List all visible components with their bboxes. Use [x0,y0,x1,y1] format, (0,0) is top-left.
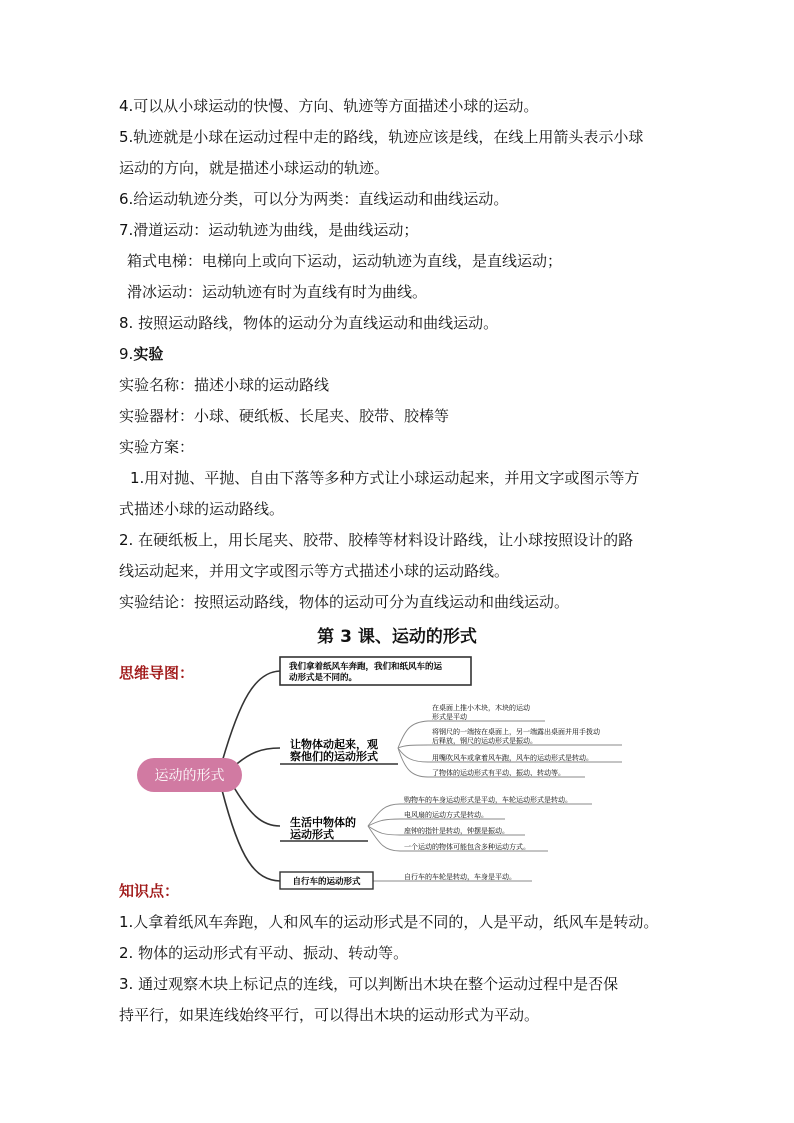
branch-4-text: 自行车的运动形式 [292,877,361,887]
leaf-3d-text: 一个运动的物体可能包含多种运动方式。 [404,843,530,851]
experiment-plan-1-line-1: 1.用对抛、平抛、自由下落等多种方式让小球运动起来，并用文字或图示等方 [130,469,640,487]
leaf-4-text: 自行车的车轮是转动，车身是平动。 [404,873,516,881]
branch-2-text-2: 察他们的运动形式 [290,750,378,763]
mindmap-label: 思维导图： [119,664,195,682]
point-5-line-2: 运动的方向，就是描述小球运动的轨迹。 [119,159,390,177]
connector-branch-2 [232,748,280,768]
branch-3-text-1: 生活中物体的 [290,816,356,829]
knowledge-1: 1.人拿着纸风车奔跑，人和风车的运动形式是不同的，人是平动，纸风车是转动。 [119,913,659,931]
experiment-name: 实验名称：描述小球的运动路线 [119,376,330,394]
branch-1-text-2: 动形式是不同的。 [289,673,358,683]
point-6: 6.给运动轨迹分类，可以分为两类：直线运动和曲线运动。 [119,190,509,208]
connector-branch-4 [222,790,280,881]
knowledge-3-line-1: 3. 通过观察木块上标记点的连线，可以判断出木块在整个运动过程中是否保 [119,975,619,993]
leaf-2d-text: 了物体的运动形式有平动、振动、转动等。 [432,769,565,777]
leaf-2a-text-1: 在桌面上推小木块，木块的运动 [432,704,530,712]
leaf-connector-3a [368,804,400,826]
lesson-title: 第 3 课、运动的形式 [317,627,477,647]
branch-2-text-1: 让物体动起来，观 [290,738,378,751]
point-4: 4.可以从小球运动的快慢、方向、轨迹等方面描述小球的运动。 [119,97,539,115]
experiment-equipment: 实验器材：小球、硬纸板、长尾夹、胶带、胶棒等 [119,407,450,425]
leaf-3b-text: 电风扇的运动方式是转动。 [404,811,488,819]
knowledge-2: 2. 物体的运动形式有平动、振动、转动等。 [119,944,409,962]
branch-3-text-2: 运动形式 [290,828,334,841]
experiment-conclusion: 实验结论：按照运动路线，物体的运动可分为直线运动和曲线运动。 [119,593,570,611]
leaf-connector-2d [398,748,428,777]
knowledge-label: 知识点： [119,882,180,900]
leaf-2b-text-2: 后释放，钢尺的运动形式是振动。 [432,737,537,745]
point-7-skating: 滑冰运动：运动轨迹有时为直线有时为曲线。 [127,283,428,301]
point-8: 8. 按照运动路线，物体的运动分为直线运动和曲线运动。 [119,314,499,332]
point-5-line-1: 5.轨迹就是小球在运动过程中走的路线，轨迹应该是线，在线上用箭头表示小球 [119,128,644,146]
leaf-2b-text-1: 将钢尺的一端按在桌面上，另一端露出桌面并用手拨动 [432,728,600,736]
connector-branch-3 [232,784,280,826]
experiment-plan-2-line-2: 线运动起来，并用文字或图示等方式描述小球的运动路线。 [119,562,510,580]
experiment-plan-1-line-2: 式描述小球的运动路线。 [119,500,285,518]
leaf-2a-text-2: 形式是平动 [432,713,467,721]
leaf-connector-2a [398,721,428,748]
experiment-plan-label: 实验方案： [119,438,195,456]
leaf-2c-text: 用嘴吹风车或拿着风车跑，风车的运动形式是转动。 [432,754,593,762]
point-7: 7.滑道运动：运动轨迹为曲线，是曲线运动； [119,221,419,239]
leaf-3c-text: 座钟的指针是转动，钟摆是振动。 [404,827,509,835]
leaf-connector-2b [398,745,428,748]
point-9-number: 9. [119,345,134,363]
leaf-3a-text: 购物车的车身运动形式是平动，车轮运动形式是转动。 [404,796,572,804]
experiment-plan-2-line-1: 2. 在硬纸板上，用长尾夹、胶带、胶棒等材料设计路线，让小球按照设计的路 [119,531,634,549]
mindmap-center-text: 运动的形式 [154,768,225,784]
point-9-heading: 实验 [133,345,164,363]
knowledge-3-line-2: 持平行，如果连线始终平行，可以得出木块的运动形式为平动。 [119,1006,540,1024]
leaf-connector-3d [368,826,400,851]
point-7-elevator: 箱式电梯：电梯向上或向下运动，运动轨迹为直线，是直线运动； [127,252,563,270]
branch-1-text-1: 我们拿着纸风车奔跑，我们和纸风车的运 [289,662,443,672]
